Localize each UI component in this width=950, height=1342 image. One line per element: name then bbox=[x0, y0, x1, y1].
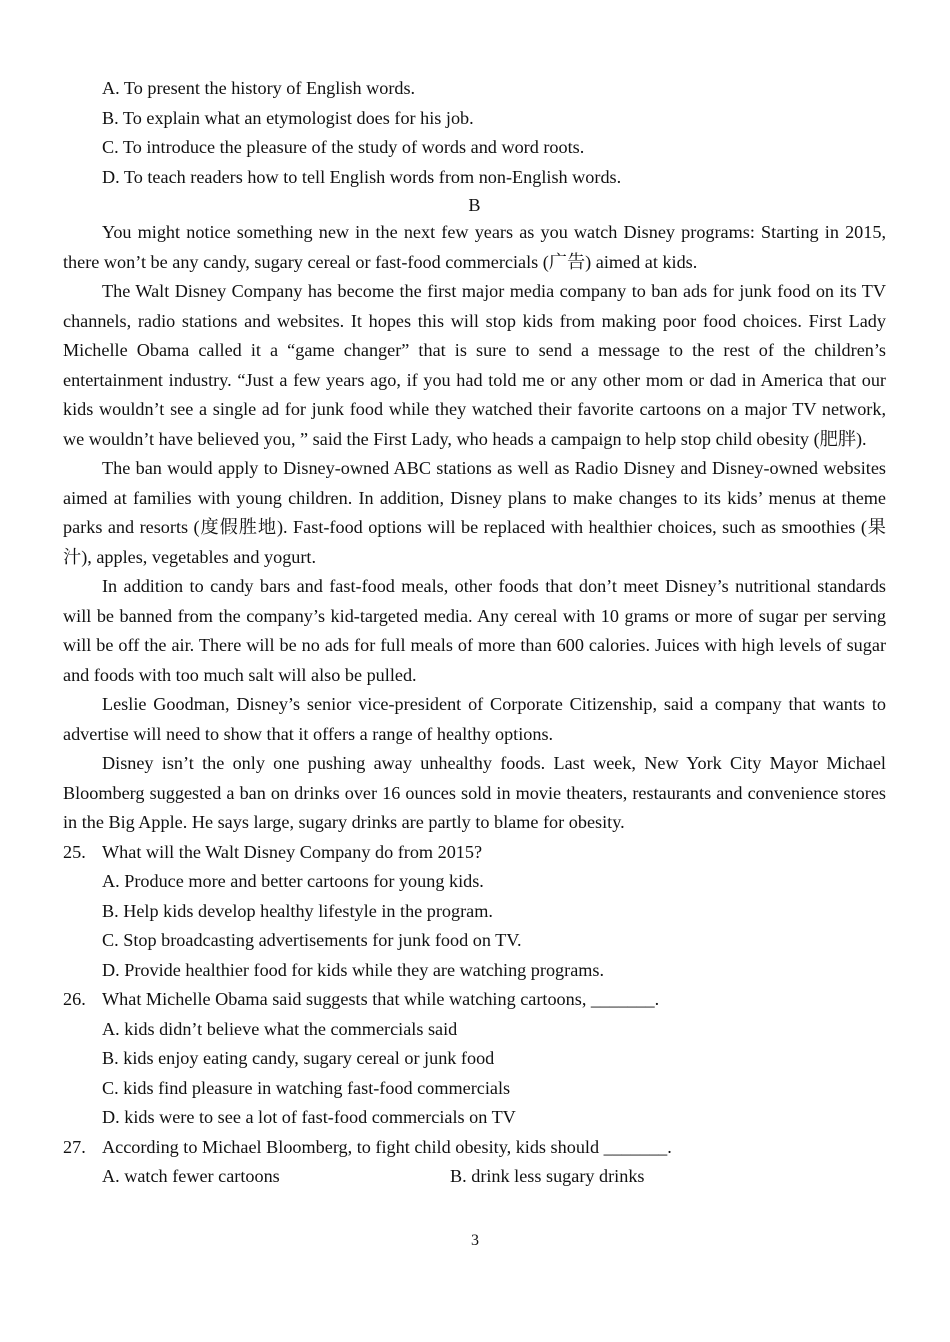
question-text: What will the Walt Disney Company do from 2015? bbox=[102, 841, 483, 862]
option-b: B. To explain what an etymologist does for his job. bbox=[102, 107, 474, 128]
question-stem bbox=[63, 985, 886, 1015]
question-number: 26. bbox=[63, 989, 86, 1009]
question-25 bbox=[63, 838, 886, 986]
question-number: 25. bbox=[63, 841, 86, 862]
passage-paragraph-2: The Walt Disney Company has become the first major media company to ban ads for junk food on its TV channels, radio stations and websites. It hopes this will stop kids from making poor food choices. First Lady Michelle Obama called it a “game changer” that is sure to send a message to the rest of the children’s entertainment industry. “Just a few years ago, if you had told me or any other mom or dad in America that our kids wouldn’t see a single ad for junk food while they watched their favorite cartoons on a major TV network, we wouldn’t have believed you, ” said the First Lady, who heads a campaign to help stop child obesity (肥胖). bbox=[63, 281, 886, 449]
question-27 bbox=[63, 1133, 886, 1192]
question-number: 27. bbox=[63, 1136, 86, 1157]
option-c: C. To introduce the pleasure of the study of words and word roots. bbox=[102, 137, 585, 157]
option-b: B. drink less sugary drinks bbox=[450, 1166, 645, 1186]
option-c: C. Stop broadcasting advertisements for junk food on TV. bbox=[102, 930, 522, 950]
option-a: A. kids didn’t believe what the commercials said bbox=[102, 1018, 458, 1039]
option-c: C. kids find pleasure in watching fast-food commercials bbox=[102, 1077, 511, 1098]
passage-paragraph-3: The ban would apply to Disney-owned ABC stations as well as Radio Disney and Disney-owned websites aimed at families with young children. In addition, Disney plans to make changes to its kids’ menus at theme parks and resorts (度假胜地). Fast-food options will be replaced with healthier choices, such as smoothies (果汁), apples, vegetables and yogurt. bbox=[63, 458, 886, 567]
question-stem bbox=[63, 1133, 886, 1163]
passage-paragraph-6: Disney isn’t the only one pushing away unhealthy foods. Last week, New York City Mayor Michael Bloomberg suggested a ban on drinks over 16 ounces sold in movie theaters, restaurants and convenience stores in the Big Apple. He says large, sugary drinks are partly to blame for obesity. bbox=[63, 753, 886, 832]
previous-question-options bbox=[63, 74, 886, 192]
option-d: D. kids were to see a lot of fast-food commercials on TV bbox=[102, 1107, 516, 1127]
section-label: B bbox=[468, 195, 481, 215]
reading-passage bbox=[63, 218, 886, 838]
question-26 bbox=[63, 985, 886, 1133]
question-text: According to Michael Bloomberg, to fight child obesity, kids should _______. bbox=[102, 1136, 672, 1157]
exam-page bbox=[63, 74, 886, 1192]
option-d: D. To teach readers how to tell English words from non-English words. bbox=[102, 166, 622, 187]
passage-paragraph-5: Leslie Goodman, Disney’s senior vice-president of Corporate Citizenship, said a company that wants to advertise will need to show that it offers a range of healthy options. bbox=[63, 694, 886, 744]
option-a: A. To present the history of English words. bbox=[102, 78, 416, 98]
question-text: What Michelle Obama said suggests that while watching cartoons, _______. bbox=[102, 989, 660, 1009]
option-b: B. Help kids develop healthy lifestyle in the program. bbox=[102, 900, 493, 921]
option-row bbox=[102, 1162, 886, 1192]
option-a: A. watch fewer cartoons bbox=[102, 1166, 280, 1186]
option-d: D. Provide healthier food for kids while they are watching programs. bbox=[102, 959, 605, 980]
option-a: A. Produce more and better cartoons for young kids. bbox=[102, 871, 484, 891]
passage-paragraph-1: You might notice something new in the next few years as you watch Disney programs: Starting in 2015, there won’t be any candy, sugary cereal or fast-food commercials (广告) aimed at kids. bbox=[63, 222, 886, 272]
passage-paragraph-4: In addition to candy bars and fast-food meals, other foods that don’t meet Disney’s nutritional standards will be banned from the company’s kid-targeted media. Any cereal with 10 grams or more of sugar per serving will be off the air. There will be no ads for full meals of more than 600 calories. Juices with high levels of sugar and foods with too much salt will also be pulled. bbox=[63, 576, 886, 685]
page-number: 3 bbox=[471, 1232, 479, 1249]
option-b: B. kids enjoy eating candy, sugary cereal or junk food bbox=[102, 1048, 495, 1068]
question-stem bbox=[63, 838, 886, 868]
